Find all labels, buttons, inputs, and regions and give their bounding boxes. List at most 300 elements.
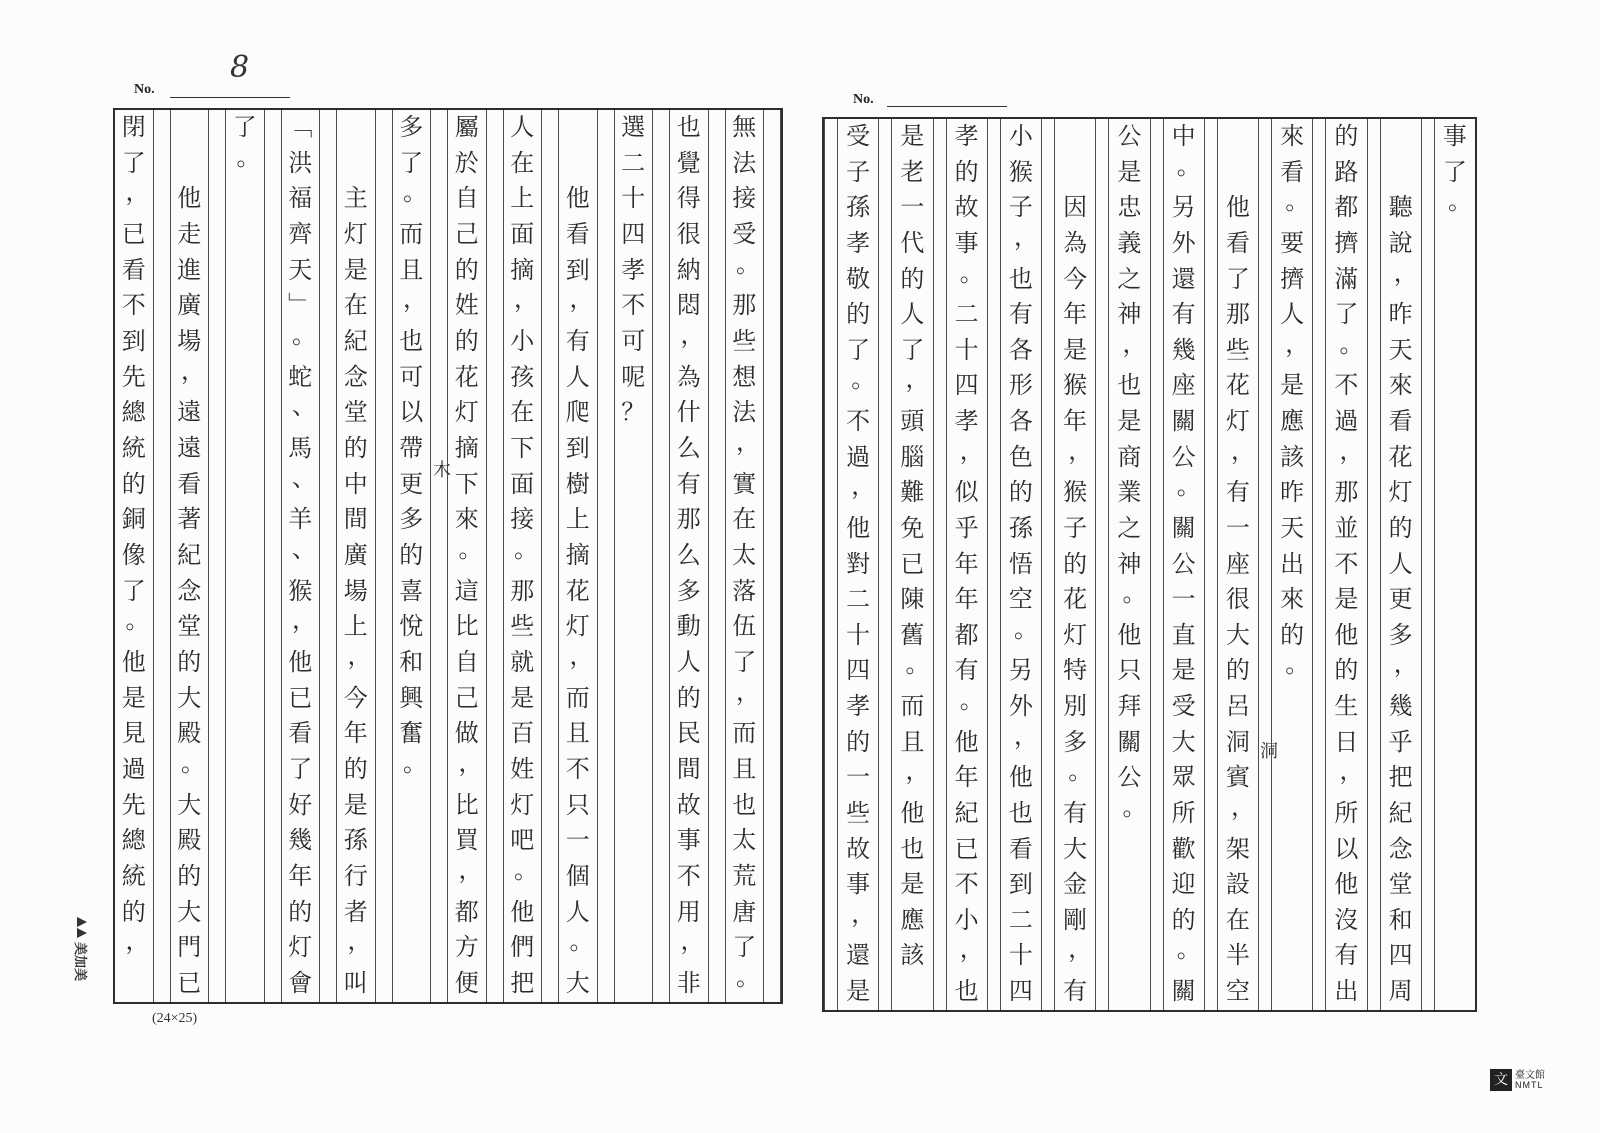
character-cell: 。	[1285, 653, 1310, 679]
character-cell: 和	[399, 648, 424, 677]
character-cell: 灯	[1225, 407, 1250, 435]
character-cell: 花	[1225, 371, 1250, 400]
character-cell: 的	[846, 300, 871, 329]
character-cell: 便	[454, 969, 479, 998]
character-cell: 念	[343, 362, 368, 391]
character-cell: 故	[846, 834, 871, 863]
number-underline-left	[170, 97, 290, 98]
character-cell: 廣	[343, 541, 368, 570]
character-cell: 動	[676, 612, 701, 641]
column-divider	[319, 110, 337, 1002]
column-divider	[1095, 119, 1109, 1010]
character-cell: 齊	[288, 220, 313, 249]
character-cell: 閉	[121, 113, 146, 141]
character-cell: 天	[1388, 335, 1413, 364]
manuscript-column	[171, 110, 227, 1002]
character-cell: 那	[510, 576, 535, 605]
character-cell: ，	[1068, 439, 1093, 465]
character-cell: 猴	[288, 576, 313, 605]
character-cell: ﹂	[288, 291, 313, 320]
handwritten-insertion: 木	[433, 460, 451, 481]
character-cell: 年	[1063, 407, 1088, 435]
character-cell: 並	[1334, 513, 1359, 542]
character-cell: 事	[676, 826, 701, 855]
character-cell: ，	[1122, 332, 1147, 358]
character-cell: ，	[736, 680, 760, 706]
character-cell: 花	[565, 576, 590, 605]
column-divider	[1312, 119, 1326, 1010]
character-cell: 猴	[1063, 478, 1088, 507]
character-cell: 老	[900, 157, 925, 186]
character-cell: 。	[959, 689, 984, 714]
character-cell: 也	[1008, 264, 1033, 293]
character-cell: 了	[732, 933, 757, 962]
character-cell: 紀	[177, 541, 202, 570]
character-cell: 看	[565, 220, 590, 249]
character-cell: 年	[954, 763, 979, 792]
brand-logo-icon	[77, 917, 87, 938]
manuscript-column	[559, 110, 615, 1002]
logo-abbr: NMTL	[1515, 1079, 1544, 1090]
character-cell: 上	[510, 184, 535, 213]
character-cell: 是	[510, 683, 535, 712]
character-cell: 總	[121, 826, 146, 855]
character-cell: 舊	[900, 620, 925, 649]
character-cell: ，	[125, 930, 150, 956]
character-cell: 不	[846, 407, 871, 435]
character-cell: 的	[1334, 656, 1359, 685]
handwritten-page-number: 8	[230, 50, 250, 85]
column-divider	[264, 110, 282, 1002]
grid-size-label: (24×25)	[152, 1011, 198, 1026]
character-cell: 統	[121, 862, 146, 891]
character-cell: 也	[900, 834, 925, 863]
character-cell: 的	[900, 264, 925, 293]
character-cell: 那	[1225, 300, 1250, 329]
column-text	[1164, 119, 1204, 1010]
character-cell: 銅	[121, 505, 146, 534]
character-cell: 、	[292, 466, 316, 492]
character-cell: 大	[1063, 834, 1088, 863]
character-cell: 那	[732, 291, 757, 320]
character-cell: 四	[954, 371, 979, 400]
character-cell: 就	[510, 648, 535, 677]
character-cell: 可	[621, 327, 646, 356]
character-cell: 念	[1388, 834, 1413, 863]
column-text	[670, 110, 708, 1002]
character-cell: 天	[288, 255, 313, 284]
column-text	[337, 110, 375, 1002]
character-cell: 人	[1388, 549, 1413, 578]
character-cell: 自	[454, 648, 479, 677]
character-cell: 神	[1117, 300, 1142, 329]
column-divider	[1150, 119, 1164, 1010]
character-cell: 腦	[900, 442, 925, 471]
column-divider	[1258, 119, 1272, 1010]
character-cell: 多	[1063, 727, 1088, 756]
character-cell: ，	[569, 645, 594, 671]
column-text	[226, 110, 264, 1002]
character-cell: 幾	[1171, 335, 1196, 364]
column-text	[838, 119, 878, 1010]
character-cell: 也	[732, 790, 757, 819]
character-cell: 可	[399, 362, 424, 391]
character-cell: 且	[732, 755, 757, 784]
character-cell: 人	[565, 362, 590, 391]
character-cell: 人	[565, 897, 590, 926]
character-cell: 二	[1008, 905, 1033, 934]
character-cell: 事	[954, 228, 979, 257]
manuscript-column	[824, 119, 878, 1010]
character-cell: 下	[510, 434, 535, 463]
character-cell: 。	[1176, 938, 1201, 964]
character-cell: 了	[288, 755, 313, 784]
character-cell: 殿	[177, 719, 202, 748]
character-cell: 非	[676, 969, 701, 998]
column-divider	[208, 110, 226, 1002]
character-cell: 形	[1008, 371, 1033, 400]
character-cell: 用	[676, 897, 701, 926]
character-cell: 忠	[1117, 193, 1142, 222]
character-cell: 的	[454, 327, 479, 356]
character-cell: 。	[292, 324, 316, 350]
character-cell: ，	[905, 760, 930, 786]
character-cell: 出	[1334, 977, 1359, 1005]
character-cell: 灯	[343, 220, 368, 249]
character-cell: 他	[1225, 193, 1250, 222]
character-cell: 不	[1334, 371, 1359, 400]
character-cell: 且	[399, 255, 424, 284]
character-cell: 比	[454, 790, 479, 819]
character-cell: 看	[1280, 157, 1305, 186]
character-cell: 了	[846, 335, 871, 364]
character-cell: 福	[288, 184, 313, 213]
character-cell: 。	[1339, 332, 1364, 358]
character-cell: 是	[900, 122, 925, 150]
character-cell: 各	[1008, 407, 1033, 435]
character-cell: 紀	[1388, 798, 1413, 827]
character-cell: 只	[565, 790, 590, 819]
character-cell: 唐	[732, 897, 757, 926]
column-divider	[987, 119, 1001, 1010]
character-cell: 覺	[676, 148, 701, 177]
character-cell: 所	[1334, 798, 1359, 827]
character-cell: 幾	[1388, 692, 1413, 720]
character-cell: 不	[565, 755, 590, 784]
character-cell: 馬	[288, 434, 313, 463]
character-cell: 事	[1442, 122, 1467, 150]
character-cell: 個	[565, 862, 590, 891]
column-text	[726, 110, 764, 1002]
character-cell: 興	[399, 683, 424, 712]
character-cell: 了	[121, 576, 146, 605]
character-cell: 已	[121, 220, 146, 249]
character-cell: 選	[621, 113, 646, 141]
character-cell: 孫	[343, 826, 368, 855]
character-cell: 直	[1171, 620, 1196, 649]
character-cell: 過	[1334, 407, 1359, 435]
brand-name: 美加美	[72, 942, 88, 982]
character-cell: 不	[954, 870, 979, 899]
character-cell: 賓	[1225, 763, 1250, 792]
character-cell: 都	[454, 897, 479, 926]
character-cell: 是	[1063, 335, 1088, 364]
character-cell: 落	[732, 576, 757, 605]
manuscript-column	[1150, 119, 1204, 1010]
column-text	[1272, 119, 1312, 1010]
character-cell: 孝	[846, 228, 871, 257]
column-divider	[1421, 119, 1435, 1010]
character-cell: 。	[403, 752, 427, 778]
character-cell: 以	[399, 398, 424, 427]
manuscript-column	[726, 110, 782, 1002]
character-cell: 。	[236, 145, 261, 171]
character-cell: 人	[676, 648, 701, 677]
character-cell: 都	[954, 620, 979, 649]
character-cell: 遠	[177, 434, 202, 463]
character-cell	[559, 146, 597, 182]
manuscript-column	[670, 110, 726, 1002]
character-cell: 樹	[565, 469, 590, 498]
number-label-left: No.	[134, 82, 155, 97]
character-cell: 到	[565, 434, 590, 463]
character-cell	[337, 110, 375, 146]
character-cell: 已	[954, 834, 979, 863]
character-cell: 看	[121, 255, 146, 284]
character-cell: 大	[1225, 620, 1250, 649]
character-cell: 間	[676, 755, 701, 784]
character-cell: 代	[900, 228, 925, 257]
character-cell	[1218, 155, 1258, 191]
character-cell: 有	[565, 327, 590, 356]
character-cell: ，	[458, 752, 483, 778]
character-cell: 他	[177, 184, 202, 213]
character-cell: 一	[565, 826, 590, 855]
character-cell: 蛇	[288, 362, 313, 391]
character-cell: 過	[846, 442, 871, 471]
character-cell: ，	[514, 288, 538, 314]
character-cell	[1218, 119, 1258, 155]
character-cell: 大	[565, 969, 590, 998]
character-cell: ，	[1231, 439, 1255, 465]
character-cell: 廣	[177, 291, 202, 320]
character-cell: 為	[1063, 228, 1088, 257]
character-cell: 些	[732, 327, 757, 356]
character-cell: 。	[514, 538, 538, 564]
column-text	[615, 110, 653, 1002]
character-cell: ，	[851, 475, 876, 501]
character-cell: 有	[1225, 478, 1250, 507]
character-cell: 洞	[1225, 727, 1250, 756]
character-cell: 姓	[454, 291, 479, 320]
character-cell: 半	[1225, 941, 1250, 970]
character-cell: 之	[1117, 513, 1142, 542]
character-cell: 人	[510, 113, 535, 141]
character-cell: 商	[1117, 442, 1142, 471]
character-cell: 有	[676, 469, 701, 498]
character-cell: 更	[1388, 585, 1413, 614]
character-cell: 得	[676, 184, 701, 213]
manuscript-column	[448, 110, 504, 1002]
character-cell: 來	[454, 505, 479, 534]
column-text	[1109, 119, 1149, 1010]
character-cell: ，	[680, 324, 705, 350]
character-cell: 紀	[954, 798, 979, 827]
character-cell: 歡	[1171, 834, 1196, 863]
character-cell: 遠	[177, 398, 202, 427]
character-cell: 接	[732, 184, 757, 213]
character-cell: 子	[846, 157, 871, 186]
character-cell: 。	[905, 653, 930, 679]
character-cell: 人	[1280, 300, 1305, 329]
character-cell: 一	[900, 193, 925, 222]
character-cell: 洪	[288, 148, 313, 177]
character-cell: 。	[1122, 582, 1147, 608]
character-cell: 設	[1225, 870, 1250, 899]
character-cell: 四	[1008, 977, 1033, 1005]
character-cell: 些	[846, 798, 871, 827]
character-cell: 了	[900, 335, 925, 364]
character-cell: 剛	[1063, 905, 1088, 934]
character-cell: 會	[288, 969, 313, 998]
character-cell: 接	[510, 505, 535, 534]
character-cell: 他	[1334, 870, 1359, 899]
character-cell: 子	[1008, 193, 1033, 222]
character-cell: 那	[676, 505, 701, 534]
character-cell: ，	[569, 288, 594, 314]
character-cell: 眾	[1171, 763, 1196, 792]
character-cell: 難	[900, 478, 925, 507]
character-cell: 而	[565, 683, 590, 712]
column-text	[892, 119, 932, 1010]
character-cell: 的	[954, 157, 979, 186]
character-cell: 的	[1388, 513, 1413, 542]
manuscript-column	[1204, 119, 1258, 1010]
character-cell: 四	[846, 656, 871, 685]
character-cell: 么	[676, 541, 701, 570]
character-cell: 統	[121, 434, 146, 463]
character-cell: 摘	[565, 541, 590, 570]
logo-mark-icon: 文	[1490, 1069, 1512, 1091]
character-cell: ，	[347, 930, 372, 956]
character-cell: 上	[565, 505, 590, 534]
character-cell: 別	[1063, 692, 1088, 720]
manuscript-sheet-left	[113, 108, 783, 1004]
character-cell: 年	[954, 549, 979, 578]
character-cell: 間	[343, 505, 368, 534]
character-cell: 們	[510, 933, 535, 962]
character-cell: 乎	[1388, 727, 1413, 756]
character-cell: 座	[1225, 549, 1250, 578]
character-cell: ，	[1014, 724, 1038, 750]
character-cell: 悶	[676, 291, 701, 320]
column-divider	[763, 110, 781, 1002]
character-cell: 迎	[1171, 870, 1196, 899]
character-cell: 孝	[621, 255, 646, 284]
character-cell: 。	[736, 252, 760, 278]
character-cell: 是	[1117, 407, 1142, 435]
character-cell: 很	[1225, 585, 1250, 614]
character-cell	[171, 146, 209, 182]
logo-text	[1515, 1070, 1545, 1091]
character-cell: 對	[846, 549, 871, 578]
manuscript-column	[933, 119, 987, 1010]
character-cell: 孫	[1008, 513, 1033, 542]
character-cell: 來	[1280, 122, 1305, 150]
character-cell: 大	[1171, 727, 1196, 756]
character-cell: 在	[510, 398, 535, 427]
character-cell: 關	[1171, 407, 1196, 435]
character-cell: 是	[1117, 157, 1142, 186]
character-cell: 。	[1068, 760, 1093, 786]
character-cell: 的	[121, 897, 146, 926]
character-cell: 些	[510, 612, 535, 641]
character-cell: 看	[1388, 407, 1413, 435]
character-cell: 二	[846, 585, 871, 614]
character-cell: 也	[399, 327, 424, 356]
character-cell: 公	[1171, 442, 1196, 471]
character-cell: 之	[1117, 264, 1142, 293]
character-cell: 的	[1171, 905, 1196, 934]
manuscript-column	[615, 110, 671, 1002]
character-cell: 因	[1063, 193, 1088, 222]
paper-brand	[72, 917, 92, 987]
character-cell: 的	[121, 469, 146, 498]
character-cell: 門	[177, 933, 202, 962]
column-text	[559, 110, 597, 1002]
character-cell: ，	[1393, 261, 1418, 287]
character-cell: ，	[1231, 795, 1255, 821]
character-cell: 金	[1063, 870, 1088, 899]
character-cell: 不	[121, 291, 146, 320]
character-cell: 買	[454, 826, 479, 855]
column-divider	[878, 119, 892, 1010]
character-cell	[559, 110, 597, 146]
character-cell: 下	[454, 469, 479, 498]
character-cell: 到	[121, 327, 146, 356]
character-cell: 、	[292, 538, 316, 564]
column-text	[1326, 119, 1366, 1010]
character-cell: 今	[1063, 264, 1088, 293]
character-cell: ，	[1068, 938, 1093, 964]
character-cell: 小	[1008, 122, 1033, 150]
character-cell: 太	[732, 541, 757, 570]
character-cell: 他	[121, 648, 146, 677]
character-cell: 不	[621, 291, 646, 320]
character-cell: 故	[676, 790, 701, 819]
character-cell: 一	[1225, 513, 1250, 542]
character-cell: 架	[1225, 834, 1250, 863]
manuscript-column	[987, 119, 1041, 1010]
column-divider	[541, 110, 559, 1002]
character-cell: 生	[1334, 692, 1359, 720]
character-cell: 的	[288, 897, 313, 926]
character-cell: 了	[121, 148, 146, 177]
character-cell: 。	[1122, 795, 1147, 821]
character-cell: 他	[565, 184, 590, 213]
column-divider	[486, 110, 504, 1002]
character-cell: 想	[732, 362, 757, 391]
column-text	[282, 110, 320, 1002]
character-cell: 四	[621, 220, 646, 249]
character-cell: 也	[1117, 371, 1142, 400]
character-cell: ，	[1014, 225, 1038, 251]
character-cell: ，	[680, 930, 705, 956]
character-cell: 的	[1008, 478, 1033, 507]
manuscript-column	[1258, 119, 1312, 1010]
character-cell: 十	[1008, 941, 1033, 970]
character-cell: ，	[1339, 760, 1364, 786]
